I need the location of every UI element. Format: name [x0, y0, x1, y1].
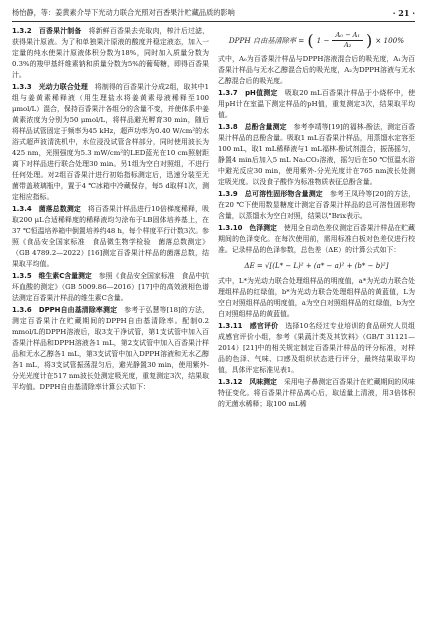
running-header: [12, 6, 415, 22]
section-1-3-5: 1.3.5 维生素C含量测定 参照《食品安全国家标准 食品中抗坏血酸的测定》（GB 5009.86—2016）[17]中的高效液相色谱法测定百香果汁样品的维生素C含量。: [12, 272, 209, 302]
delta-e-explanation: 式中，L*为光动力联合处理组样品的明度值，a*为光动力联合处理组样品的红绿值，b*为光动力联合处理组样品的黄蓝值，L为空白对照组样品的明度值，a为空白对照组样品的红绿值，b为空白对照组样品的黄蓝值。: [218, 277, 415, 318]
section-1-3-9: 1.3.9 总可溶性固形物含量测定 参考王凤玲等[20]的方法，在20 ℃下使用数显糖度计测定百香果汁样品的总可溶性固形物含量，以蒸馏水为空白对照，结果以°Brix表示。: [218, 190, 415, 220]
section-1-3-6: 1.3.6 DPPH自由基清除率测定 参考于弘慧等[18]的方法，测定百香果汁在贮藏期间的DPPH自由基清除率。配制0.2 mmol/L的DPPH溶液后，取3支干净试管，第1支试管中加入百香果汁样品和DPPH溶液各1 mL，第2支试管中加入百香果汁样品和无水乙醇各1 mL，第3支试管中加入DPPH溶液和无水乙醇各1 mL，将3支试管振荡混匀后，避光静置30 min，使用紫外-分光光度计在517 nm波长处测定吸光度，重复测定3次，结果取平均值。DPPH自由基清除率计算公式如下：: [12, 306, 209, 391]
section-1-3-12: 1.3.12 风味测定 采用电子鼻测定百香果汁在贮藏期间的风味特征变化。将百香果汁样品离心后，取适量上清液，用3倍体积的无菌水稀释；取100 mL稀: [218, 378, 415, 408]
left-column: [12, 26, 209, 626]
section-1-3-7: 1.3.7 pH值测定 吸取20 mL百香果汁样品于小烧杯中，使用pH计在室温下测定样品的pH值，重复测定3次，结果取平均值。: [218, 89, 415, 119]
section-1-3-4: 1.3.4 菌落总数测定 将百香果汁样品进行10倍梯度稀释，吸取200 μL合适稀释度的稀释液均匀涂布于LB固体培养基上，在37 ℃恒温培养箱中倒置培养约48 h，每个样度平行计数3次。参照《食品安全国家标准 食品微生物学检验 菌落总数测定》（GB 4789.2—2022）[16]测定百香果汁样品的菌落总数，结果取平均值。: [12, 205, 209, 268]
dpph-formula: DPPH 自由基清除率 = ( 1 − $\frac{\text{A₀ − A₁}}{\text{A₂}}$ ) × 100%: [228, 30, 405, 50]
page-number: · 21 ·: [392, 8, 415, 18]
dpph-fraction: $\frac{\text{A₀ − A₁}}{\text{A₂}}$: [332, 31, 363, 50]
delta-e-formula: ΔE = √[(L* − L)² + (a* − a)² + (b* − b)²]: [244, 262, 389, 270]
section-1-3-10: 1.3.10 色泽测定 使用全自动色差仪测定百香果汁样品在贮藏期间的色泽变化。在每次使用前，需用标准白板对色差仪进行校准。记录样品的色泽参数，总色差（ΔE）的计算公式如下：: [218, 224, 415, 254]
right-column: [218, 26, 415, 626]
section-1-3-11: 1.3.11 感官评价 选择10名经过专业培训的食品研究人员组成感官评价小组，参考《果蔬汁类及其饮料》（GB/T 31121—2014）[21]中的相关规定制定百香果汁样品的评分标准，对样品的色泽、气味、口感及组织状态进行评分，最终结果取平均值，具体评定标准见表1。: [218, 322, 415, 374]
section-1-3-8: 1.3.8 总酚含量测定 参考李靖等[19]的福林-酚法，测定百香果汁样品的总酚含量。吸取1 mL百香果汁样品，用蒸馏水定容至100 mL，取1 mL稀释液与1 mL福林-酚试剂混合，振荡摇匀，静置4 min后加入5 mL Na₂CO₃溶液，摇匀后在50 ℃恒温水浴中避光反应30 min，使用紫外-分光光度计在765 nm波长处测定吸光度。以没食子酸作为标准物质表征总酚含量。: [218, 123, 415, 186]
section-1-3-3: 1.3.3 光动力联合处理 将制得的百香果汁分成2组，取其中1组与姜黄素稀释液（用生理盐水将姜黄素母液稀释至100 μmol/L）混合，保持百香果汁各组分的含量不变，并使体系中姜黄素浓度为分别为50 μmol/L，将样品避光孵育30 min，随后将样品试管固定于频率为45 kHz，超声功率为0.40 W/cm²的水浴式超声波清洗机中，水位浸没试管含样部分，同时使用波长为425 nm，光照强度为5.3 mW/cm²的LED蓝光在10 cm照射距离下对样品进行联合处理30 min。另1组为空白对照组，不进行任何处理。对2组百香果汁进行初始指标测定后，迅速分装至无菌带盖玻璃瓶中，置于4 ℃冰箱中冷藏保存，每5 d取样1次，测定相应指标。: [12, 83, 209, 201]
formula-explanation: 式中，A₀为百香果汁样品与DPPH溶液混合后的吸光度，A₁为百香果汁样品与无水乙醇混合后的吸光度，A₂为DPPH溶液与无水乙醇混合后的吸光度。: [218, 55, 415, 85]
section-1-3-2: 1.3.2 百香果汁制备 将新鲜百香果去壳取肉，榨汁后过滤，获得果汁原液。为了和单独果汁原液的酸度并稳定液态，加入一定量的纯水使果汁原液体积分数为18%，同时加入质量分数为0.3%的羧甲基纤维素钠和质量分数为5%的葡萄糖，即得百香果汁。: [12, 27, 209, 79]
running-title: 杨怡静，等：姜黄素介导下光动力联合光照对百香果汁贮藏品质的影响: [12, 8, 235, 17]
